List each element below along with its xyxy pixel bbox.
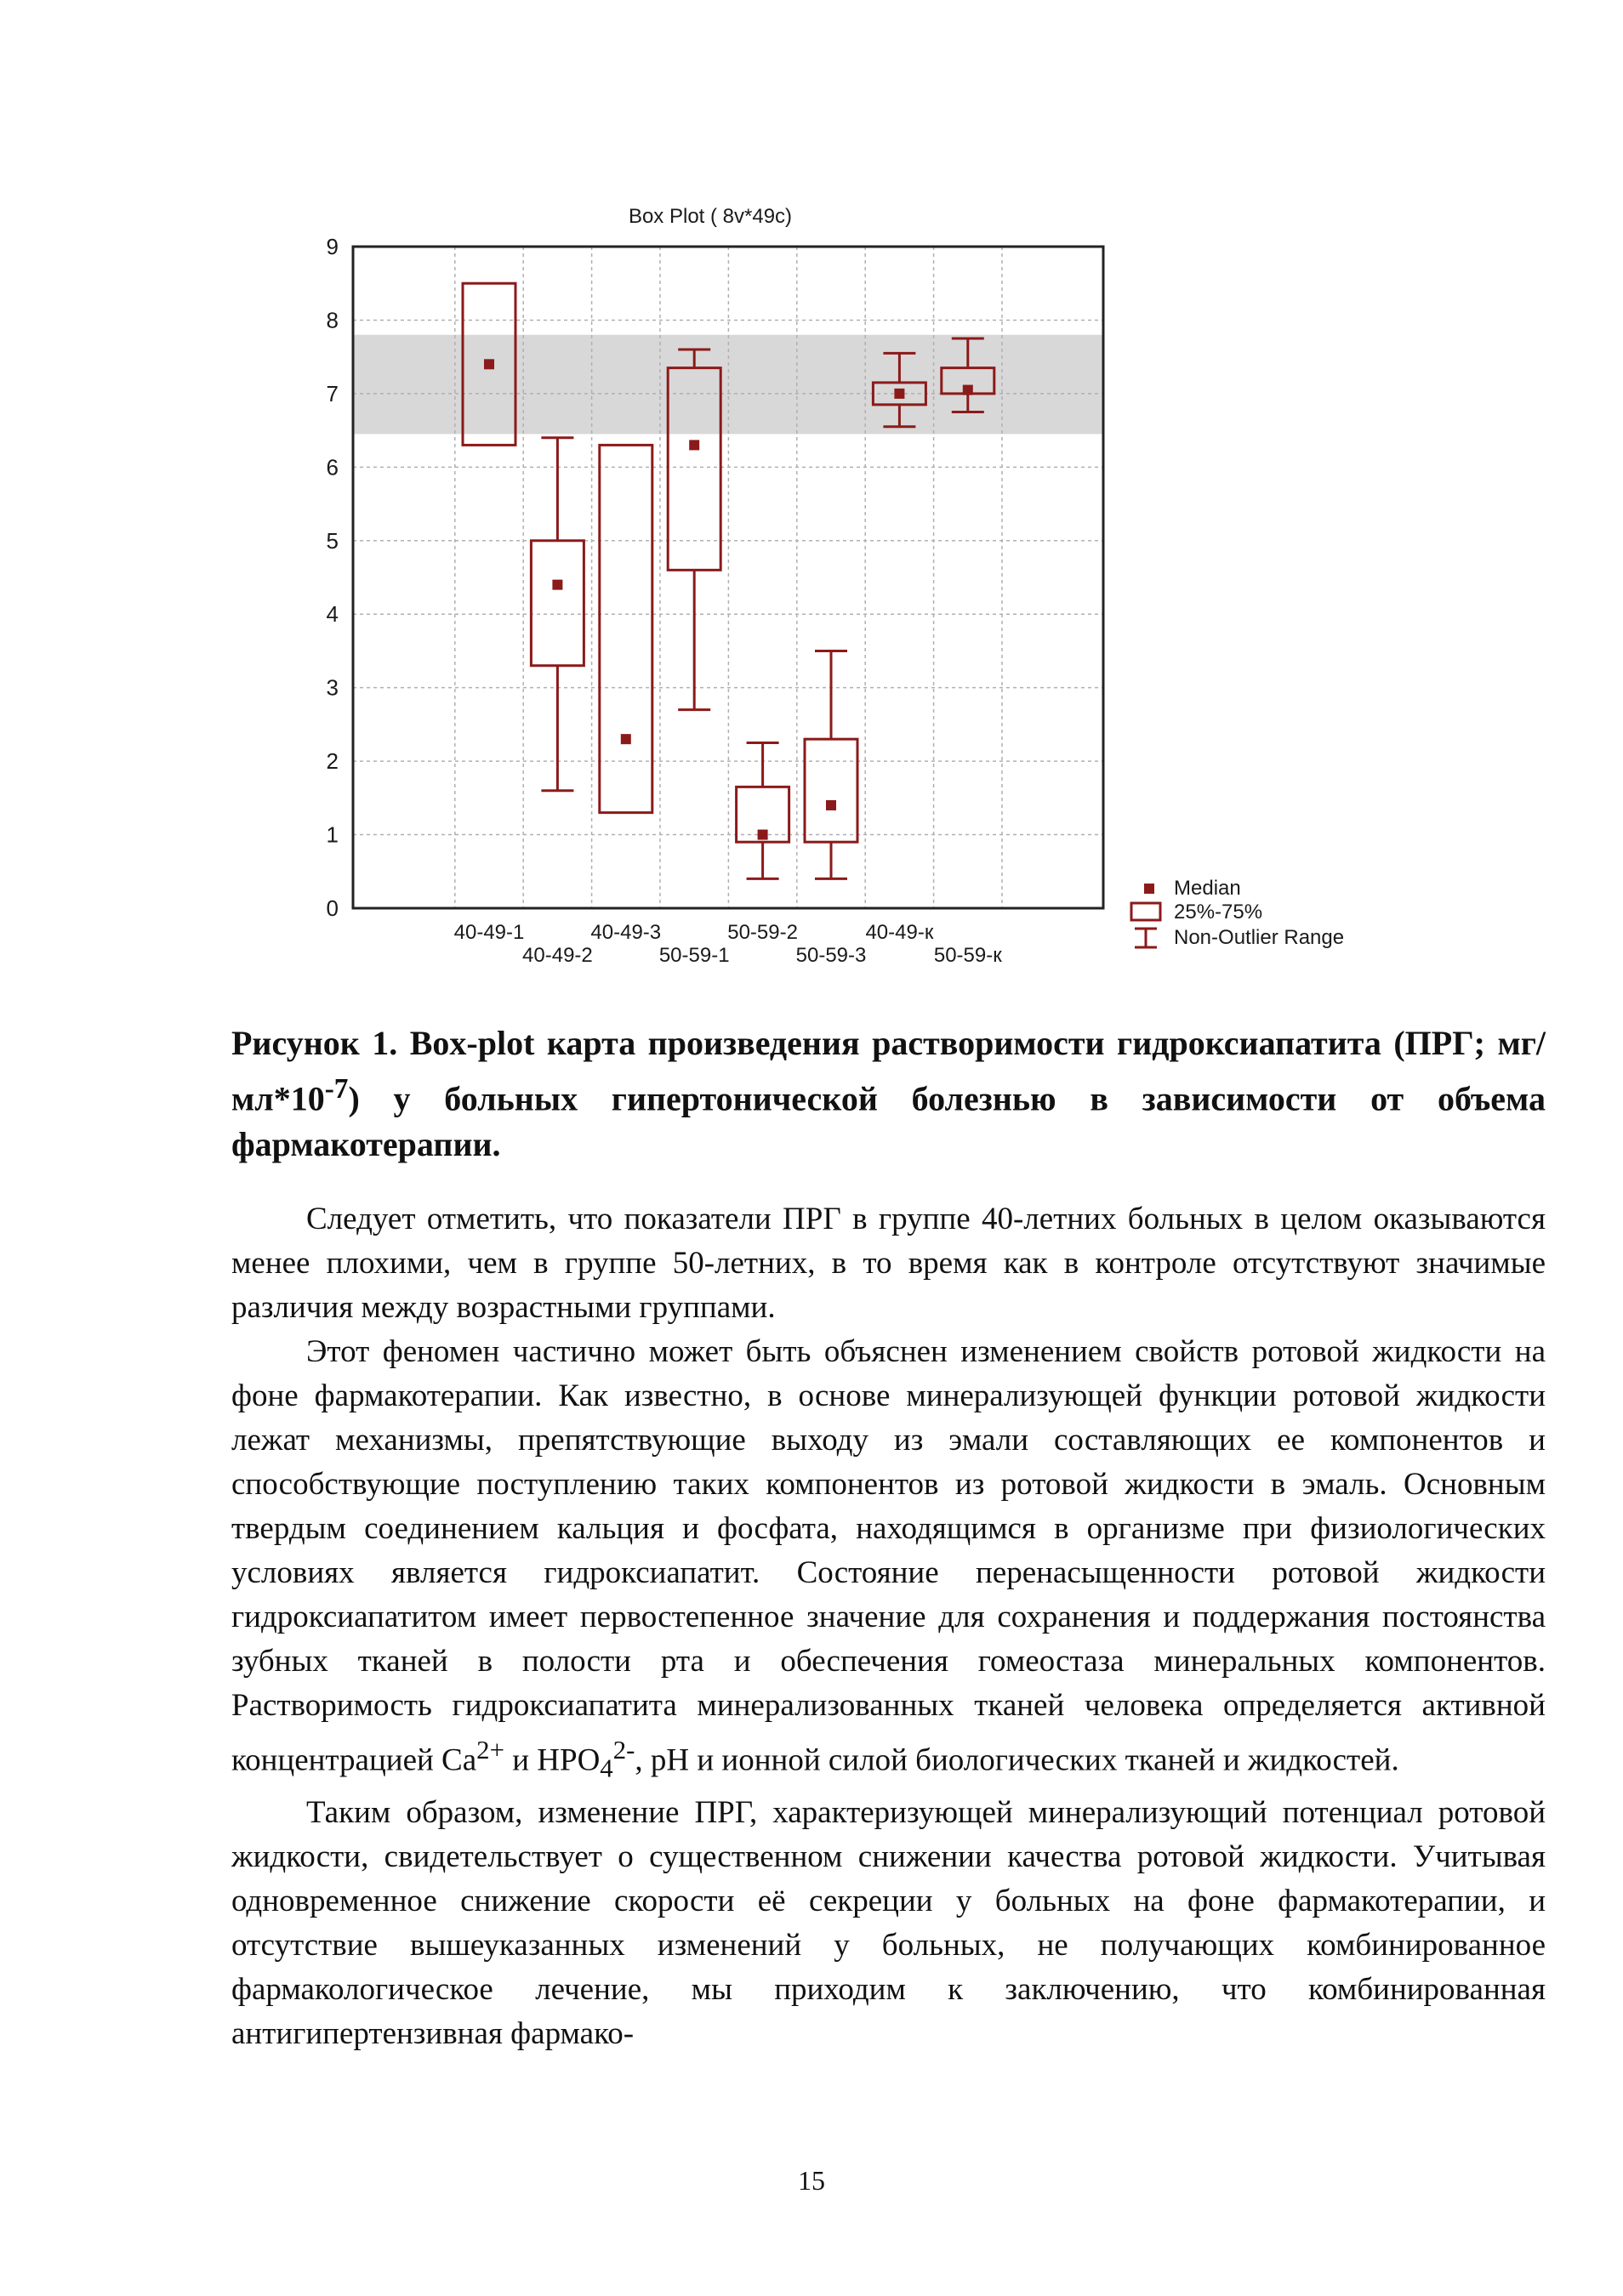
caption-text: Рисунок 1. Box-plot карта произведения растворимости гидроксиапатита (ПРГ; мг/мл*10: [231, 1024, 1546, 1118]
y-tick-label: 0: [326, 895, 339, 921]
chart-title: Box Plot ( 8v*49c): [628, 205, 793, 228]
paragraph-2: [231, 1330, 1546, 1791]
y-tick-label: 5: [326, 527, 339, 554]
page-number: 15: [798, 2165, 825, 2196]
legend-box-label: 25%-75%: [1174, 901, 1263, 924]
calcium-charge: 2+: [476, 1736, 504, 1765]
y-tick-label: 4: [326, 601, 339, 628]
chart-legend: [1131, 877, 1344, 949]
legend-median-label: Median: [1174, 877, 1241, 900]
x-axis-labels: [454, 921, 1003, 967]
median-marker: [484, 359, 494, 369]
paragraph-1: Следует отметить, что показатели ПРГ в группе 40-летних больных в целом оказываются менее плохими, чем в группе 50-летних, в то время как в контроле отсутствуют значимые различия между возрастными группами.: [231, 1202, 1546, 1325]
x-tick-label: 50-59-1: [658, 944, 730, 967]
caption-exponent: -7: [324, 1073, 349, 1105]
paragraph-2-text-mid: и HPO: [504, 1742, 601, 1778]
paragraph-2-text: Этот феномен частично может быть объяснен изменением свойств ротовой жидкости на фоне фармакотерапии. Как известно, в основе минерализующей функции ротовой жидкости лежат механизмы, препятствующие выходу из эмали составляющих ее компонентов и способствующие поступлению таких компонентов из ротовой жидкости в эмаль. Основным твердым соединением кальция и фосфата, находящимся в организме при физиологических условиях является гидроксиапатит. Состояние перенасыщенности ротовой жидкости гидроксиапатитом имеет первостепенное значение для сохранения и поддержания постоянства зубных тканей в полости рта и обеспечения гомеостаза минеральных компонентов. Растворимость гидроксиапатита минерализованных тканей человека определяется активной концентрацией Ca: [231, 1334, 1546, 1778]
x-tick-label: 40-49-2: [522, 944, 593, 967]
median-marker: [963, 385, 973, 395]
y-tick-label: 7: [326, 380, 339, 406]
box-iqr: [600, 445, 652, 812]
x-tick-label: 40-49-3: [590, 921, 662, 944]
legend-range-marker: [1135, 929, 1157, 947]
legend-median-marker: [1144, 884, 1154, 894]
legend-range-label: Non-Outlier Range: [1174, 926, 1345, 949]
paragraph-2-text-end: , pH и ионной силой биологических тканей и жидкостей.: [635, 1742, 1399, 1778]
y-axis-ticks: [327, 234, 339, 921]
y-tick-label: 6: [326, 454, 339, 480]
box-iqr: [531, 541, 584, 666]
figure-caption: [231, 1020, 1546, 1168]
phosphate-charge: 2-: [612, 1736, 635, 1765]
median-marker: [894, 389, 904, 399]
y-tick-label: 3: [326, 674, 339, 701]
x-tick-label: 50-59-3: [795, 944, 867, 967]
y-tick-label: 9: [326, 234, 339, 259]
body-text: [231, 1197, 1546, 2056]
caption-text-end: ) у больных гипертонической болезнью в зависимости от объема фармакотерапии.: [231, 1079, 1546, 1164]
x-tick-label: 40-49-к: [865, 921, 934, 944]
median-marker: [758, 830, 768, 840]
y-tick-label: 8: [326, 307, 339, 333]
box-40-49-3: [600, 445, 652, 812]
median-marker: [826, 800, 836, 810]
median-marker: [552, 580, 562, 590]
legend-box-marker: [1131, 903, 1160, 920]
x-tick-label: 50-59-к: [933, 944, 1002, 967]
y-tick-label: 2: [326, 748, 339, 775]
median-marker: [689, 440, 699, 450]
x-tick-label: 50-59-2: [727, 921, 798, 944]
median-marker: [621, 734, 631, 744]
x-tick-label: 40-49-1: [453, 921, 525, 944]
box-iqr: [805, 739, 857, 842]
phosphate-subscript: 4: [600, 1753, 613, 1783]
y-tick-label: 1: [326, 821, 339, 848]
box-50-59-2: [737, 743, 789, 879]
box-plot-chart: [0, 0, 1623, 1003]
box-50-59-3: [805, 651, 857, 878]
paragraph-3: Таким образом, изменение ПРГ, характеризующей минерализующий потенциал ротовой жидкости, свидетельствует о существенном снижении качества ротовой жидкости. Учитывая одновременное снижение скорости её секреции у больных на фоне фармакотерапии, и отсутствие вышеуказанных изменений у больных, не получающих комбинированное фармакологическое лечение, мы приходим к заключению, что комбинированная антигипертензивная фармако-: [231, 1794, 1546, 2051]
